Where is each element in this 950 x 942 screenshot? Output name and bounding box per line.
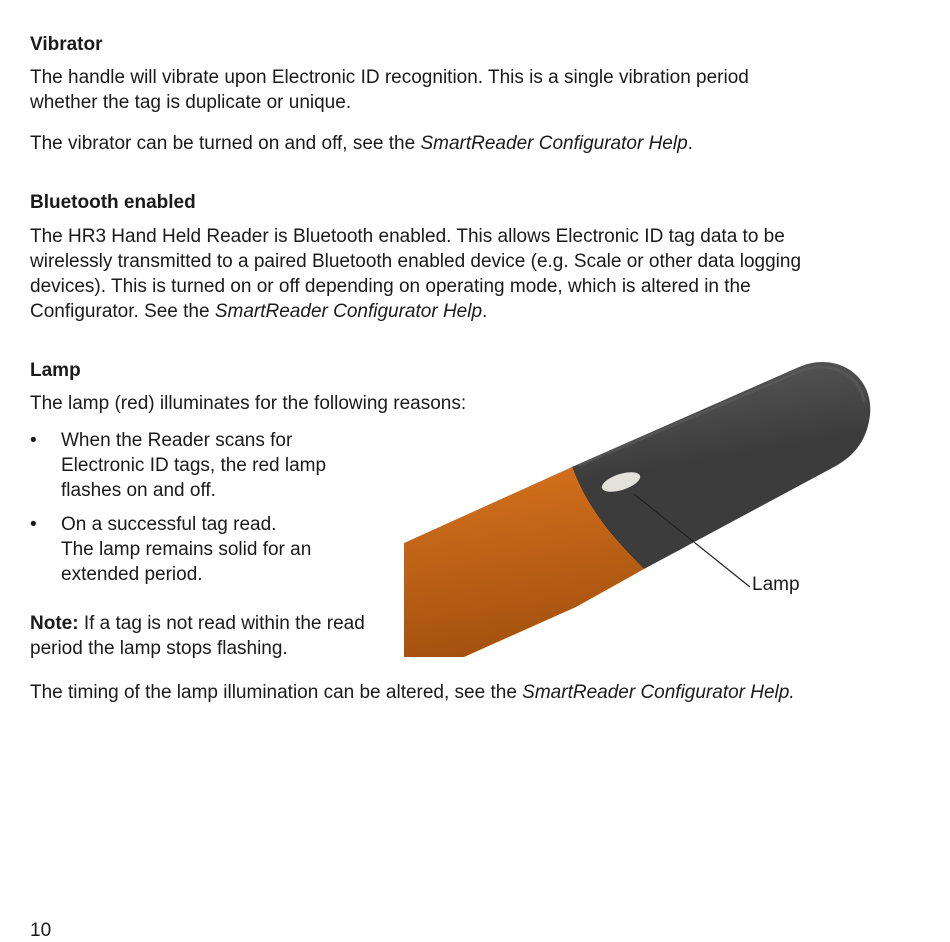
bluetooth-line4-prefix: Configurator. See the: [30, 301, 215, 322]
configurator-help-reference: SmartReader Configurator Help: [214, 301, 483, 322]
bluetooth-text-line: The HR3 Hand Held Reader is Bluetooth enabled. This allows Electronic ID tag data to be: [30, 226, 785, 247]
lamp-timing-paragraph: [30, 680, 795, 705]
bluetooth-text-line: wirelessly transmitted to a paired Bluetooth enabled device (e.g. Scale or other data logging: [30, 251, 802, 272]
note-line: period the lamp stops flashing.: [30, 638, 288, 659]
lamp-reasons-list: [30, 428, 326, 596]
note-label: Note:: [30, 613, 79, 634]
vibrator-text-line: The handle will vibrate upon Electronic ID recognition. This is a single vibration period: [30, 67, 749, 88]
lamp-note: [30, 611, 365, 661]
bullet-glyph: •: [30, 430, 37, 451]
bullet-glyph: •: [30, 514, 37, 535]
vibrator-paragraph: [30, 65, 749, 115]
configurator-help-reference: SmartReader Configurator Help: [420, 133, 688, 154]
lamp-heading: Lamp: [30, 360, 81, 381]
hand-held-reader-illustration: [404, 355, 874, 657]
lamp-timing-text: The timing of the lamp illumination can be altered, see the: [30, 682, 523, 703]
configurator-help-reference: SmartReader Configurator Help.: [522, 682, 795, 703]
vibrator-heading: Vibrator: [30, 34, 103, 55]
bluetooth-text-line: devices). This is turned on or off depending on operating mode, which is altered in the: [30, 276, 751, 297]
vibrator-text-line: whether the tag is duplicate or unique.: [30, 92, 352, 113]
list-item-line: The lamp remains solid for an: [61, 539, 312, 560]
lamp-callout-label: Lamp: [752, 574, 800, 595]
vibrator-config-paragraph: [30, 131, 693, 156]
handle-dark-body: [572, 362, 870, 569]
list-item: [30, 428, 326, 503]
vibrator-config-text: The vibrator can be turned on and off, see the: [30, 133, 421, 154]
list-item-line: extended period.: [61, 564, 203, 585]
page-number: 10: [30, 920, 52, 941]
bluetooth-text-line: [30, 299, 801, 324]
bluetooth-heading: Bluetooth enabled: [30, 192, 196, 213]
bluetooth-paragraph: [30, 224, 801, 324]
list-item: [30, 512, 326, 587]
lamp-intro: The lamp (red) illuminates for the following reasons:: [30, 393, 467, 414]
bluetooth-line4-suffix: .: [482, 301, 488, 322]
vibrator-config-suffix: .: [687, 133, 693, 154]
list-item-line: Electronic ID tags, the red lamp: [61, 455, 327, 476]
note-line: [30, 611, 365, 636]
list-item-line: On a successful tag read.: [61, 514, 277, 535]
list-item-line: When the Reader scans for: [61, 430, 293, 451]
note-text: If a tag is not read within the read: [78, 613, 365, 634]
list-item-line: flashes on and off.: [61, 480, 216, 501]
